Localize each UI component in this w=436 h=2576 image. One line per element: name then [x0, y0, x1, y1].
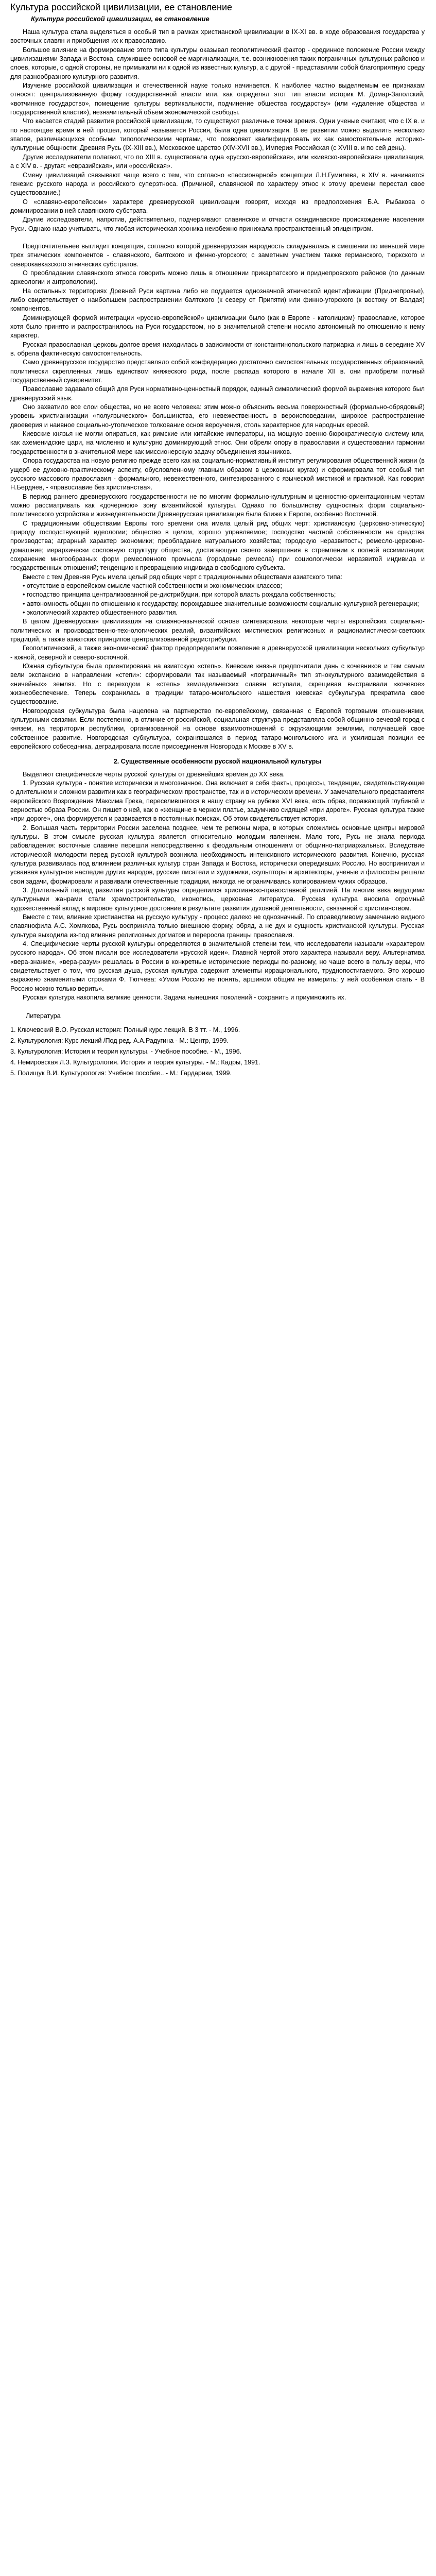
- paragraph: Вместе с тем, влияние христианства на русскую культуру - процесс далеко не однозначный. По справедливому замечанию видного славянофила А.С. Хомякова, Русь восприняла только внешнюю форму, обряд, а не дух и сущность христианской культуры. Русская культура выходила из-под влияния религиозных догматов и переросла границы православия.: [10, 913, 425, 939]
- document-subtitle: Культура российской цивилизации, ее становление: [31, 15, 210, 23]
- reference-item: 2. Культурология: Курс лекций /Под ред. А.А.Радугина - М.: Центр, 1999.: [10, 1037, 229, 1045]
- reference-item: 5. Полищук В.И. Культурология: Учебное пособие.. - М.: Гардарики, 1999.: [10, 1070, 232, 1077]
- bullet-item: • господство принципа централизованной ре-дистрибуции, при которой власть рождала собственность;: [23, 591, 336, 599]
- paragraph: Большое влияние на формирование этого типа культуры оказывал геополитический фактор - срединное положение России между цивилизациями Запада и Востока, служившее основой ее маргинализации, т.е. возникновения таких пограничных культурных районов и слоев, которые, с одной стороны, не примыкали ни к одной из известных культур, а с другой - представляли собой благоприятную среду для разнообразного культурного развития.: [10, 46, 425, 80]
- paragraph: Предпочтительнее выглядит концепция, согласно которой древнерусская народность складывалась в смешении по меньшей мере трех этнических компонентов - славянского, балтского и финно-угорского; с заметным участием также германского, тюркского и северокавказского этнических субстратов.: [10, 242, 425, 268]
- paragraph: Новгородская субкультура была нацелена на партнерство по-европейскому, связанная с Европой торговыми отношениями, культурными связями. Если постепенно, в отличие от российской, социальная структура представляла собой общинно-вечевой город с князем, на территории республики, организованной на основе взаимоотношений с окружающими землями, получавшей свое собственное развитие. Новгородская субкультура, сохранявшаяся в период татаро-монгольского ига и усилившая позиции ее европейского собеседника, деградировала после присоединения Новгорода к Москве в XV в.: [10, 707, 425, 751]
- paragraph: 3. Длительный период развития русской культуры определился христианско-православной религией. На многие века ведущими культурными жанрами стали храмостроительство, иконопись, церковная литература. Русская культура вносила огромный художественный вклад в мировое культурное достояние в результате развития духовной деятельности, связанной с христианством.: [10, 886, 425, 912]
- reference-item: 4. Немировская Л.З. Культурология. История и теория культуры. - М.: Кадры, 1991.: [10, 1059, 260, 1066]
- paragraph: Изучение российской цивилизации и отечественной науке только начинается. К наиболее частно выделяемым ее признакам относят: централизованную форму государственной власти или, как определял этот тип власти историк М. Домар-Заполский, «вотчинное государство», помещение культуры вертикальности, подчинение общества государству» (или «удаление общества и государственной власти»), незначительный объем экономической свободы.: [10, 82, 425, 116]
- paragraph: Наша культура стала выделяться в особый тип в рамках христианской цивилизации в IX-XI вв. в ходе образования государства у восточных славян и приобщения их к православию.: [10, 28, 425, 45]
- paragraph: О «славяно-европейском» характере древнерусской цивилизации говорят, исходя из предположения Б.А. Рыбакова о доминировании в ней славянского субстрата.: [10, 198, 425, 214]
- paragraph: 4. Специфические черты русской культуры определяются в значительной степени тем, что исследователи называли «характером русского народа». Об этом писали все исследователи «русской идеи». Главной чертой этого характера называли веру. Альтернатива «вера-знание», «вера-разум» решалась в России в конкретные исторические периоды по-разному, но чаще всего в пользу веры, что свидетельствует о том, что русская душа, русская культура содержит элементы иррационального, труднопостигаемого. Это хорошо выражено знаменитыми строками Ф. Тютчева: «Умом Россию не понять, аршином общим не измерить: у ней особенная стать - В Россию можно только верить».: [10, 940, 425, 992]
- paragraph: Вместе с тем Древняя Русь имела целый ряд общих черт с традиционными обществами азиатского типа:: [23, 573, 342, 581]
- bullet-item: • автономность общин по отношению к государству, порождавшее значительные возможности социально-культурной регенерации;: [23, 600, 420, 607]
- paragraph: Другие исследователи, напротив, действительно, подчеркивают славянское и отчасти скандинавское происхождение населения Руси. Однако надо учитывать, что любая историческая хроника неизбежно принижала пространственный эпицентризм.: [10, 216, 425, 232]
- paragraph: 1. Русская культура - понятие исторически и многозначное. Она включает в себя факты, процессы, тенденции, свидетельствующие о длительном и сложном развитии как в географическом пространстве, так и в историческом времени. У замечательного представителя европейского Возрождения Максима Грека, переселившегося в нашу страну на рубеже XVI века, есть образ, поражающий глубиной и верностью образа России. Он пишет о ней, как о «женщине в черном платье, задумчиво сидящей «при дороге». Русская культура также «при дороге», она формируется и развивается в постоянных поисках. Об этом свидетельствует история.: [10, 779, 425, 823]
- paragraph: Смену цивилизаций связывают чаще всего с тем, что согласно «пассионарной» концепции Л.Н.Гумилева, в XIV в. начинается генезис русского народа и российского суперэтноса. (Причиной, славянской по характеру этнос к этому времени перестал свое существование.): [10, 171, 425, 197]
- document-page: [0, 0, 436, 1089]
- section1-body: [10, 28, 425, 752]
- paragraph: Другие исследователи полагают, что по XIII в. существовала одна «русско-европейская», или «киевско-европейская» цивилизация, а с XIV в. - другая: «евразийская», или «российская».: [10, 153, 425, 170]
- references-list: [10, 1025, 425, 1079]
- section2-body: [10, 770, 425, 1003]
- reference-item: 3. Культурология: История и теория культуры. - Учебное пособие. - М., 1996.: [10, 1048, 242, 1056]
- paragraph: С традиционными обществами Европы того времени она имела целый ряд общих черт: христианскую (церковно-этическую) природу господствующей идеологии; общество в целом, хорошо управляемое; господство частной собственности на средства производства; аграрный характер экономики; преобладание натурального хозяйства; городскую неразвитость; ремесло-церковно-домашние; иерархически сословную структуру общества, достигающую своего завершения в стремлении к полной ассимиляции; сохранение многообразных форм ремесленного промысла (городовые ремесла) при социологически неразвитой индивида и государственных отношений; тенденцию к превращению индивида в свободного субъекта.: [10, 519, 425, 572]
- paragraph: Православие задавало общий для Руси нормативно-ценностный порядок, единый символический формой выражения которого был древнерусский язык.: [10, 385, 425, 402]
- paragraph: 2. Большая часть территории России заселена позднее, чем те регионы мира, в которых сложились основные центры мировой культуры. В этом смысле русская культура является относительно молодым явлением. Мало того, Русь не знала периода рабовладения: восточные славяне перешли непосредственно к феодальным отношениям от общинно-патриархальных. Вследствие исторической молодости перед русской культурой возникла необходимость интенсивного исторического развития. Конечно, русская культура развивалась под влиянием различных культур стран Запада и Востока, исторически опередивших Россию. Но воспринимая и усваивая культурное наследие других народов, русские писатели и художники, скульпторы и архитекторы, ученые и философы решали свои задачи, формировали и развивали отечественные традиции, никогда не ограничиваясь копированием чужих образцов.: [10, 824, 425, 885]
- section2-heading: 2. Существенные особенности русской национальной культуры: [113, 757, 322, 765]
- paragraph: В период раннего древнерусского государственности не по многим формально-культурным и ценностно-ориентационным чертам можно рассматривать как «дочернюю» зону византийской культуры. Однако по большинству сущностных форм социально-политического устройства и жизнедеятельности Древнерусская цивилизация была ближе к Европе, особенно Восточной.: [10, 493, 425, 518]
- reference-item: 1. Ключевский В.О. Русская история: Полный курс лекций. В 3 тт. - М., 1996.: [10, 1026, 240, 1034]
- paragraph: Доминирующей формой интеграции «русско-европейской» цивилизации было (как в Европе - католицизм) православие, которое хотя было принято и распространилось на Руси государством, но в значительной степени носило автономный по отношению к нему характер.: [10, 314, 425, 340]
- paragraph: На остальных территориях Древней Руси картина либо не поддается однозначной этнической идентификации (Приднепровье), либо свидетельствует о наибольшем распространении балтского (к северу от Припяти) или финно-угорского (к востоку от Валдая) компонентов.: [10, 287, 425, 313]
- paragraph: Геополитический, а также экономический фактор предопределили появление в древнерусской цивилизации нескольких субкультур - южной, северной и северо-восточной.: [10, 645, 425, 661]
- paragraph: Южная субкультура была ориентирована на азиатскую «степь». Киевские князья предпочитали дань с кочевников и тем самым вели экспансию в направлении «степи»: сформировали так называемый «пограничный» тип этнокультурного взаимодействия в «ничейных» землях. Но с переходом в «степь» земледельческих славян вступали, скрещивая выстраивали «кочевое» жизнеобеспечение. Теперь сохранилась в традиции татаро-монгольского нашествия киевская субкультура прекратила свое существование.: [10, 663, 425, 706]
- paragraph: Оно захватило все слои общества, но не всего человека: этим можно объяснить весьма поверхностный (формально-обрядовый) уровень христианизации «полуязыческого» большинства, его невежественность в вероисповедании, широкое распространение двоеверия и наивное социально-утопическое толкование основ вероучения, столь характерное для народных ересей.: [10, 403, 425, 429]
- paragraph: В целом Древнерусская цивилизация на славяно-языческой основе синтезировала некоторые черты европейских социально-политических и производственно-технологических реалий, византийских мистических религиозных и рационалистически-светских традиций, а также азиатских принципов централизованной редистрибуции.: [10, 618, 425, 643]
- references-heading: Литература: [26, 1012, 61, 1020]
- paragraph: Что касается стадий развития российской цивилизации, то существуют различные точки зрения. Одни ученые считают, что с IX в. и по настоящее время в ней прошел, который называется Россия, была одна цивилизация. В ее развитии можно выделить несколько этапов, различающихся особыми типологическими чертами, что позволяет квалифицировать их как самостоятельные историко-культурные общности: Древняя Русь (IX-XIII вв.), Московское царство (XIV-XVII вв.), Империя Российская (с XVIII в. и по сей день).: [10, 117, 425, 152]
- bullet-item: • отсутствие в европейском смысле частной собственности и экономических классов;: [23, 582, 282, 589]
- paragraph: Русская православная церковь долгое время находилась в зависимости от константинопольского патриарха и лишь в середине XV в. обрела фактическую самостоятельность.: [10, 341, 425, 358]
- paragraph: Само древнерусское государство представляло собой конфедерацию достаточно самостоятельных государственных образований, политически скрепленных лишь единством княжеского рода, после распада которого в начале XII в. они приобрели полный государственный суверенитет.: [10, 359, 425, 384]
- paragraph: Русская культура накопила великие ценности. Задача нынешних поколений - сохранить и приумножить их.: [23, 994, 346, 1002]
- bullet-item: • экологический характер общественного развития.: [23, 609, 178, 616]
- paragraph: Опора государства на новую религию прежде всего как на социально-нормативный институт регулирования общественной жизни (в ущерб ее духовно-практическому аспекту, обусловленному главным образом в церковных кругах) и сформировала тот особый тип русского массового православия - формального, невежественного, синтезированного с языческой мистикой и практикой. Как говорил Н.Бердяев, - «православие без христианства».: [10, 457, 425, 492]
- paragraph: Киевские князья не могли опираться, как римские или китайские императоры, на мощную военно-бюрократическую систему или, как ахеменидские цари, на численно и культурно доминирующий этнос. Они обрели опору в православии и существовании гармонии государственности в значительной мере как миссионерскую задачу объединения язычников.: [10, 430, 425, 455]
- paragraph: Выделяют специфические черты русской культуры от древнейших времен до XX века.: [23, 770, 285, 778]
- document-title: Культура российской цивилизации, ее становление: [10, 2, 233, 12]
- paragraph: О преобладании славянского этноса говорить можно лишь в отношении прикарпатского и приднепровского районов (по данным археологии и антропологии).: [10, 269, 425, 286]
